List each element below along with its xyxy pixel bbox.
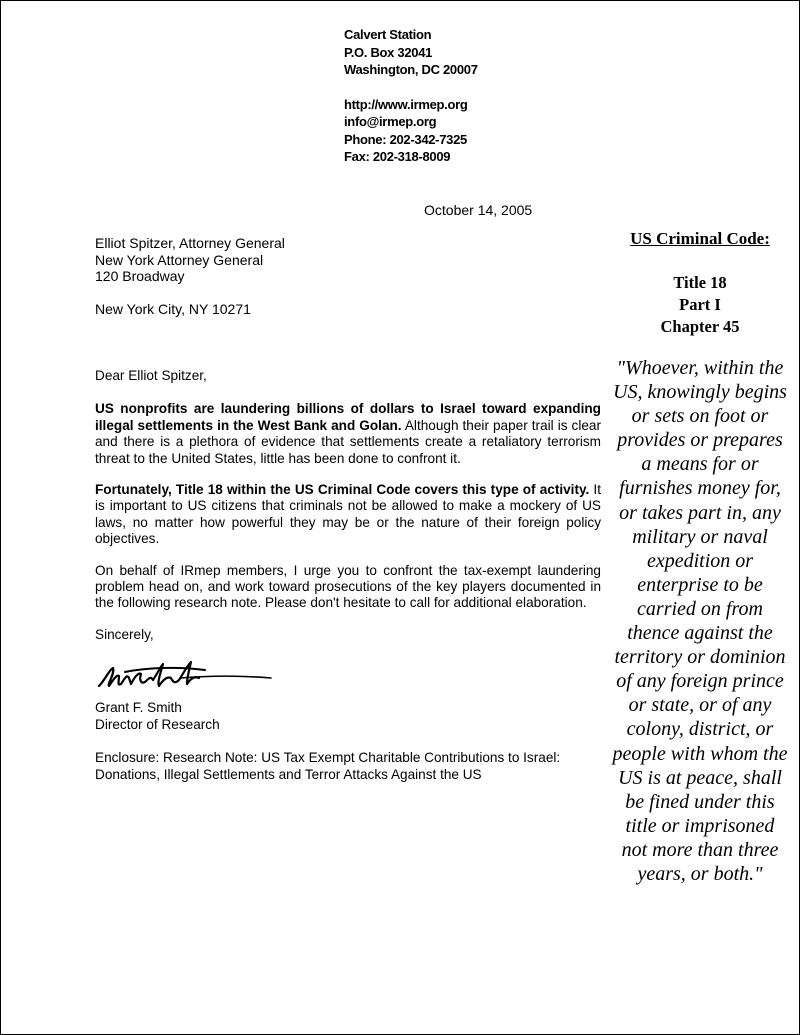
letterhead-station: Calvert Station	[344, 27, 432, 42]
recipient-street: 120 Broadway	[95, 268, 185, 284]
paragraph-2	[95, 482, 601, 548]
signer-name: Grant F. Smith	[95, 700, 182, 716]
sidebar-heading: US Criminal Code:	[630, 229, 770, 248]
sidebar-quote: "Whoever, within the US, knowingly begins or sets on foot or provides or prepares a means for or furnishes money for, or takes part in, any military or naval expedition or enterprise to be carried on from thence against the territory or dominion of any foreign prince or state, or of any colony, district, or people with whom the US is at peace, shall be fined under this title or imprisoned not more than three years, or both."	[612, 357, 788, 885]
sidebar-part: Part I	[679, 295, 721, 314]
salutation: Dear Elliot Spitzer,	[95, 368, 207, 383]
letterhead-url: http://www.irmep.org	[344, 96, 468, 112]
signer-title: Director of Research	[95, 716, 220, 732]
criminal-code-sidebar	[612, 229, 788, 886]
paragraph-3: On behalf of IRmep members, I urge you to confront the tax-exempt laundering problem head on, and work toward prosecutions of the key players documented in the following research note. Please don't hesitate to call for additional elaboration.	[95, 562, 601, 611]
letterhead	[344, 26, 478, 166]
sidebar-chapter: Chapter 45	[660, 317, 740, 336]
letterhead-city: Washington, DC 20007	[344, 62, 478, 77]
paragraph-1	[95, 401, 601, 467]
letter-body	[95, 368, 601, 798]
recipient-office: New York Attorney General	[95, 251, 264, 268]
recipient-name: Elliot Spitzer, Attorney General	[95, 235, 285, 251]
sidebar-title: Title 18	[673, 273, 727, 292]
letterhead-phone: Phone: 202-342-7325	[344, 131, 467, 147]
enclosure-note: Enclosure: Research Note: US Tax Exempt Charitable Contributions to Israel: Donations, Illegal Settlements and Terror Attacks Against the US	[95, 750, 561, 782]
paragraph-1-text: Although their paper trail is clear and there is a plethora of evidence that settlements create a retaliatory terrorism threat to the United States, little has been done to confront it.	[95, 417, 601, 466]
paragraph-2-text: It is important to US citizens that criminals not be allowed to make a mockery of US laws, no matter how powerful they may be or the nature of their foreign policy objectives.	[95, 482, 601, 547]
letterhead-fax: Fax: 202-318-8009	[344, 149, 451, 164]
letterhead-po-box: P.O. Box 32041	[344, 44, 433, 60]
letter-date: October 14, 2005	[424, 202, 533, 218]
recipient-city: New York City, NY 10271	[95, 300, 251, 317]
closing: Sincerely,	[95, 626, 154, 642]
paragraph-2-bold: Fortunately, Title 18 within the US Criminal Code covers this type of activity.	[95, 482, 590, 498]
signature-image	[95, 656, 275, 696]
recipient-address	[95, 235, 285, 317]
paragraph-1-bold: US nonprofits are laundering billions of dollars to Israel toward expanding illegal settlements in the West Bank and Golan.	[95, 401, 601, 433]
letterhead-email: info@irmep.org	[344, 114, 437, 129]
